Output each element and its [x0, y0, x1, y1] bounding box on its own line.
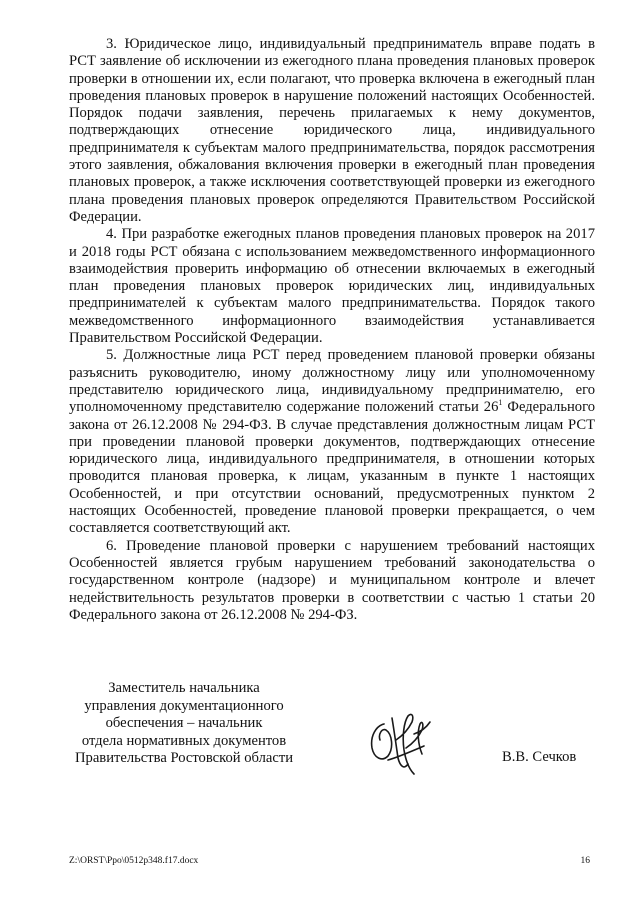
- superscript-1: 1: [498, 398, 503, 408]
- signatory-name: В.В. Сечков: [502, 749, 577, 765]
- paragraph-3: 3. Юридическое лицо, индивидуальный предприниматель вправе подать в РСТ заявление об исключении из ежегодного плана проведения плановых проверок проверки в отношении их, если полагают, что проверка включена в ежегодный план проведения плановых проверок в нарушение положений настоящих Особенностей. Порядок подачи заявления, перечень прилагаемых к нему документов, подтверждающих отнесение юридического лица, индивидуального предпринимателя к субъектам малого предпринимательства, порядок рассмотрения этого заявления, обжалования включения проверки в ежегодный план проведения плановых проверок, а также исключения соответствующей проверки из ежегодного плана проведения плановых проверок определяются Правительством Российской Федерации.: [69, 36, 595, 225]
- paragraph-4: 4. При разработке ежегодных планов проведения плановых проверок на 2017 и 2018 годы РСТ обязана с использованием межведомственного информационного взаимодействия проверить информацию об отнесении включаемых в ежегодный план проведения плановых проверок юридических лиц, индивидуальных предпринимателей к субъектам малого предпринимательства. Порядок такого межведомственного информационного взаимодействия устанавливается Правительством Российской Федерации.: [69, 226, 595, 347]
- paragraph-5: [69, 347, 595, 537]
- signatory-title-line: Заместитель начальника: [108, 680, 260, 696]
- signatory-title-line: Правительства Ростовской области: [74, 750, 294, 766]
- signatory-title: [60, 680, 308, 768]
- page-number: 16: [580, 856, 590, 866]
- signatory-title-line: обеспечения – начальник: [105, 715, 263, 731]
- document-body: [69, 36, 595, 624]
- footer-file-path: Z:\ORST\Ppo\0512p348.f17.docx: [69, 856, 199, 866]
- paragraph-5-part-1: 5. Должностные лица РСТ перед проведением плановой проверки обязаны разъяснить руководителю, иному должностному лицу или уполномоченному представителю юридического лица, индивидуальному предпринимателю, его уполномоченному представителю содержание положений статьи 26: [69, 347, 595, 416]
- paragraph-6: 6. Проведение плановой проверки с нарушением требований настоящих Особенностей является грубым нарушением требований законодательства о государственном контроле (надзоре) и муниципальном контроле и влечет недействительность результатов проверки в соответствии с частью 1 статьи 20 Федерального закона от 26.12.2008 № 294-ФЗ.: [69, 537, 595, 623]
- handwritten-signature-icon: [362, 700, 442, 778]
- paragraph-5-part-2: Федерального закона от 26.12.2008 № 294-ФЗ. В случае представления должностным лицам РСТ при проведении плановой проверки документов, подтверждающих отнесение юридического лица, индивидуального предпринимателя, в отношении которых проводится плановая проверка, к лицам, указанным в пункте 1 настоящих Особенностей, и при отсутствии оснований, предусмотренных пунктом 2 настоящих Особенностей, проведение плановой проверки прекращается, о чем составляется соответствующий акт.: [69, 399, 596, 537]
- signatory-title-line: отдела нормативных документов: [81, 732, 287, 749]
- signatory-title-line: управления документационного: [84, 697, 284, 714]
